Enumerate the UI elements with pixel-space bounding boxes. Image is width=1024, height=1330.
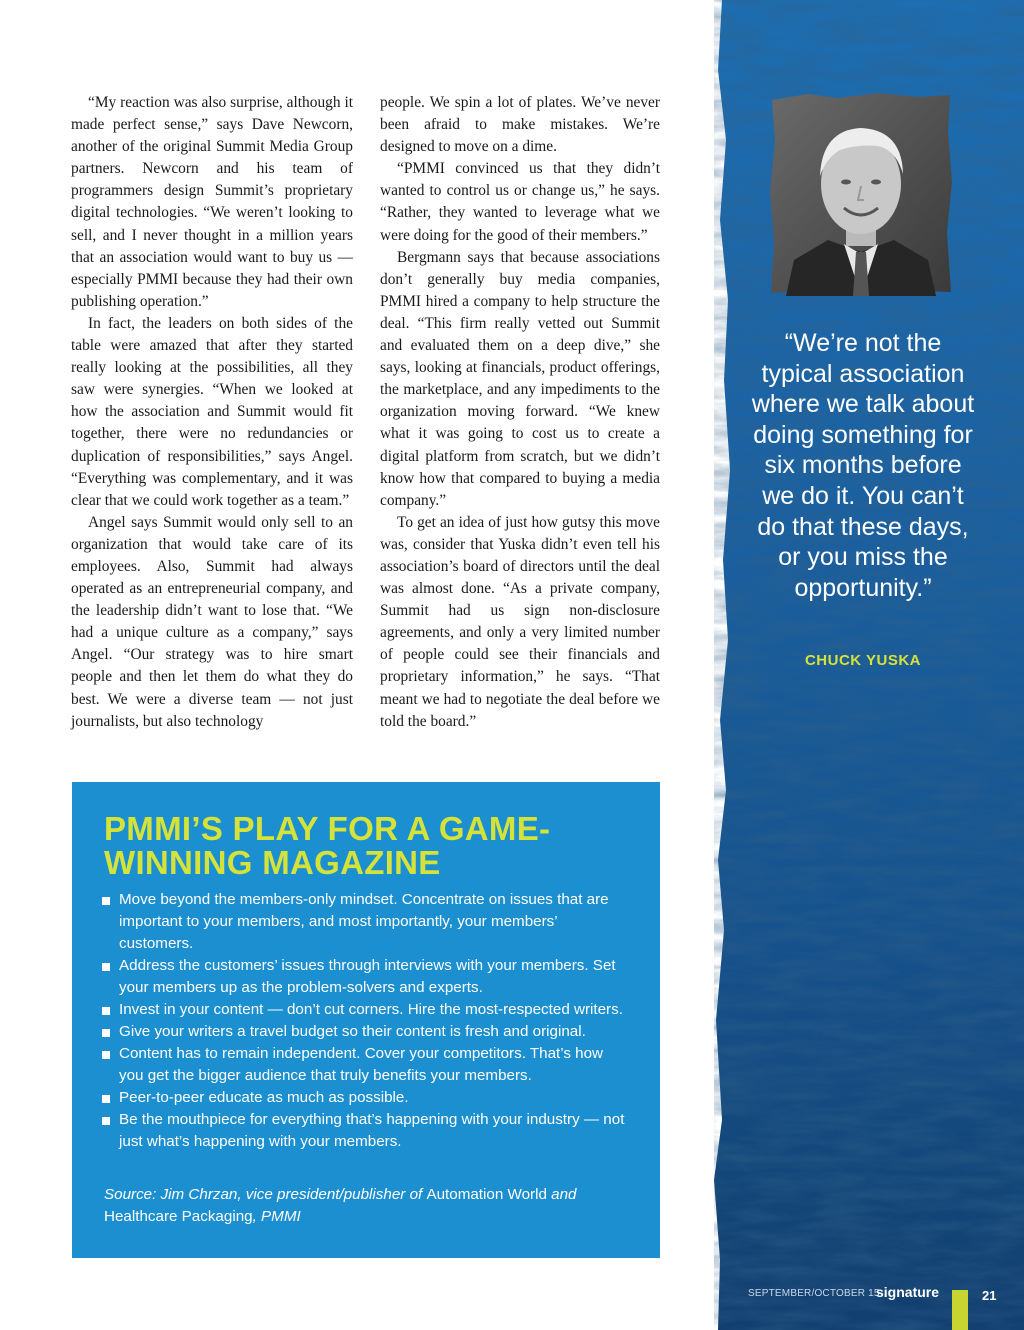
magazine-name: signature <box>876 1284 940 1300</box>
square-bullet-icon <box>102 1029 110 1037</box>
issue-date: SEPTEMBER/OCTOBER 15 <box>748 1288 880 1299</box>
paragraph: Angel says Summit would only sell to an organization that would take care of its employees. Also, Summit had always operated as an entrepreneurial company, and the leadership didn’t want to lose that. “We had a unique culture as a company,” says Angel. “Our strategy was to hire smart people and then let them do what they do best. We were a diverse team — not just journalists, but also technology <box>71 513 353 730</box>
sidebar-source: Source: Jim Chrzan, vice president/publisher of Automation World and Healthcare Packaging, PMMI <box>104 1186 577 1225</box>
pull-quote-attribution: CHUCK YUSKA <box>804 652 922 669</box>
list-item: Address the customers’ issues through interviews with your members. Set your members up as the problem-solvers and experts. <box>102 955 630 999</box>
tips-list <box>102 889 630 1153</box>
paragraph-continuation: people. We spin a lot of plates. We’ve never been afraid to make mistakes. We’re designed to move on a dime. <box>380 94 660 156</box>
article-column-left <box>71 92 353 733</box>
page-number: 21 <box>982 1288 997 1303</box>
paragraph: “My reaction was also surprise, although it made perfect sense,” says Dave Newcorn, another of the original Summit Media Group partners. Newcorn and his team of programmers design Summit’s proprietary digital technologies. “We weren’t looking to sell, and I never thought in a million years that an association would want to buy us — especially PMMI because they had their own publishing operation.” <box>71 94 353 310</box>
list-item: Be the mouthpiece for everything that’s happening with your industry — not just what’s happening with your members. <box>102 1109 630 1153</box>
square-bullet-icon <box>102 897 110 905</box>
portrait-photo <box>768 92 954 296</box>
paragraph: “PMMI convinced us that they didn’t wanted to control us or change us,” he says. “Rather, they wanted to leverage what we were doing for the good of their members.” <box>380 160 660 244</box>
paragraph: Bergmann says that because associations don’t generally buy media companies, PMMI hired a company to help structure the deal. “This firm really vetted out Summit and evaluated them on a deep dive,” she says, looking at financials, product offerings, the marketplace, and any impediments to the organization moving forward. “We knew what it was going to cost us to create a digital platform from scratch, but we didn’t know how that compared to buying a media company.” <box>380 248 660 509</box>
pull-quote: “We’re not the typical association where we talk about doing something for six months before we do it. You can’t do that these days, or you miss the opportunity.” <box>751 329 975 602</box>
list-item: Peer-to-peer educate as much as possible. <box>102 1087 630 1109</box>
page-accent-bar <box>952 1290 968 1330</box>
tips-sidebar-box <box>72 782 660 1258</box>
square-bullet-icon <box>102 1117 110 1125</box>
paragraph: To get an idea of just how gutsy this move was, consider that Yuska didn’t even tell his association’s board of directors until the deal was almost done. “As a private company, Summit had us sign non-disclosure agreements, and only a very limited number of people could see their financials and proprietary information,” he says. “That meant we had to negotiate the deal before we told the board.” <box>380 513 660 730</box>
list-item: Invest in your content — don’t cut corners. Hire the most-respected writers. <box>102 999 630 1021</box>
square-bullet-icon <box>102 963 110 971</box>
paragraph: In fact, the leaders on both sides of the table were amazed that after they started really looking at the possibilities, all they saw were synergies. “When we looked at how the association and Summit would fit together, there were no redundancies or duplication of responsibilities,” says Angel. “Everything was complementary, and it was clear that we could work together as a team.” <box>71 314 353 509</box>
square-bullet-icon <box>102 1095 110 1103</box>
list-item: Give your writers a travel budget so their content is fresh and original. <box>102 1021 630 1043</box>
square-bullet-icon <box>102 1051 110 1059</box>
square-bullet-icon <box>102 1007 110 1015</box>
list-item: Move beyond the members-only mindset. Concentrate on issues that are important to your members, and most importantly, your members’ customers. <box>102 889 630 955</box>
article-column-right <box>380 92 660 733</box>
list-item: Content has to remain independent. Cover your competitors. That’s how you get the bigger audience that truly benefits your members. <box>102 1043 630 1087</box>
sidebar-title: PMMI’S PLAY FOR A GAME-WINNING MAGAZINE <box>104 810 551 881</box>
